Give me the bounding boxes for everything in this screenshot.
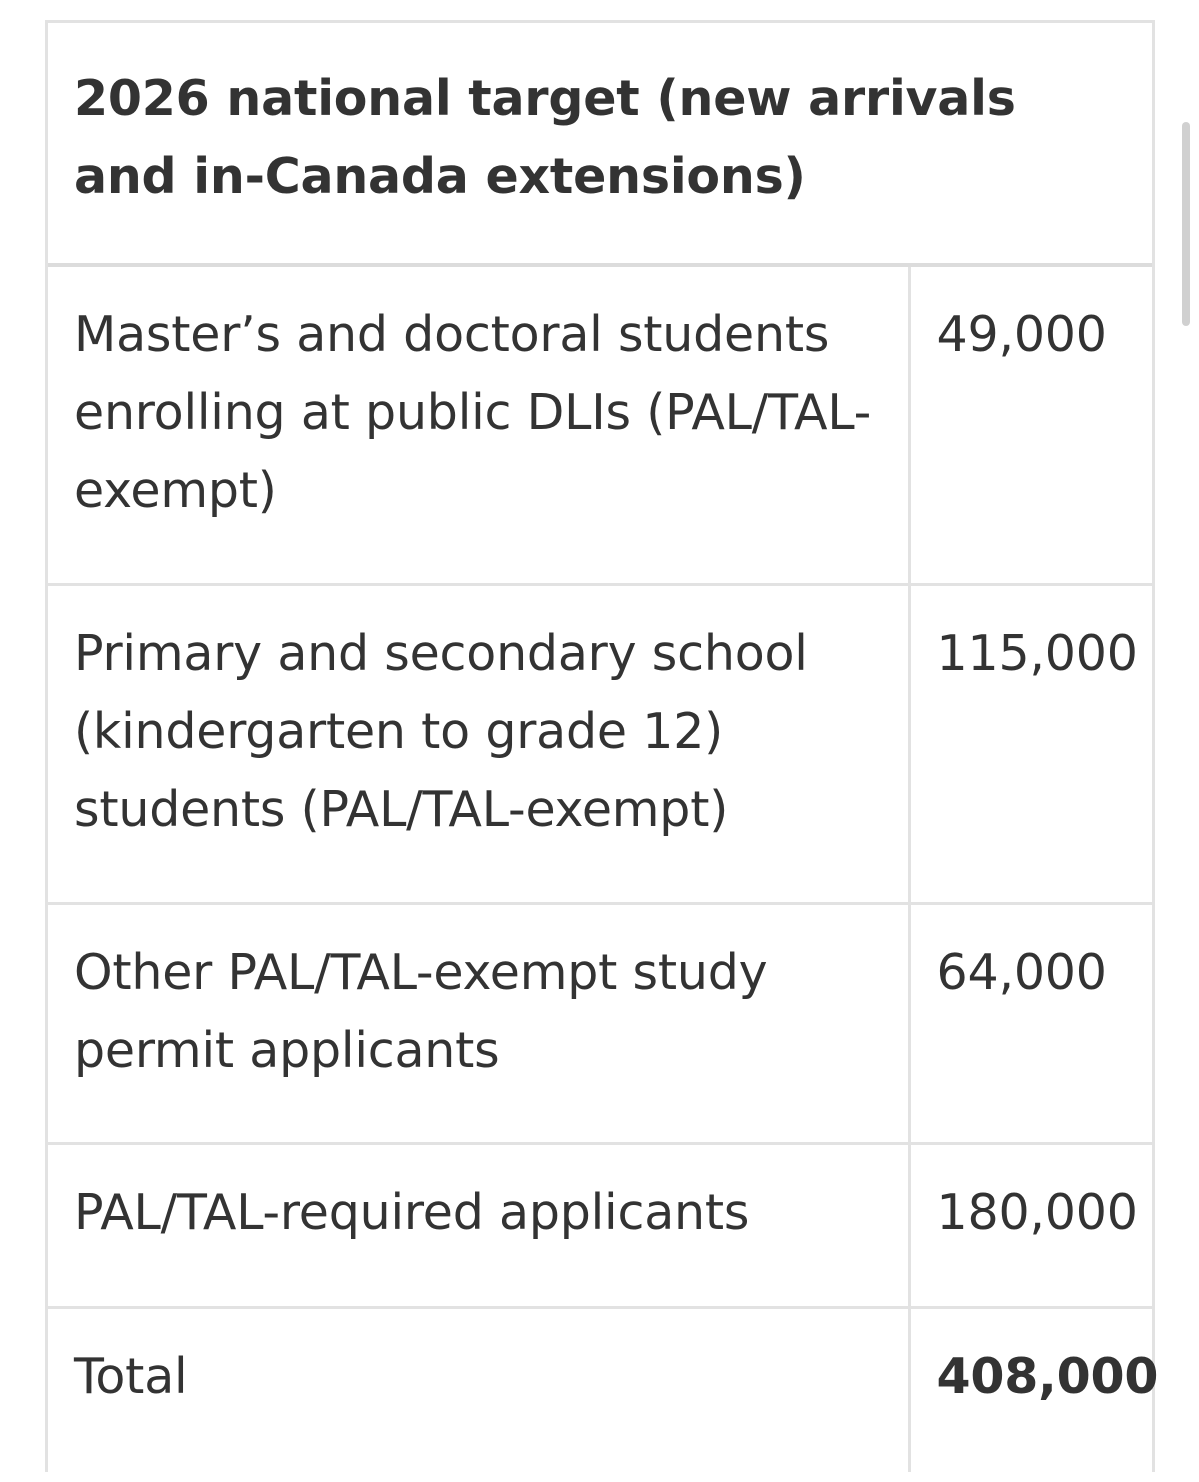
table-row xyxy=(48,903,1152,1143)
total-row xyxy=(48,1307,1152,1472)
total-label: Total xyxy=(48,1307,909,1472)
row-label: PAL/TAL-required applicants xyxy=(48,1143,909,1307)
row-label: Primary and secondary school (kindergarten to grade 12) students (PAL/TAL-exempt) xyxy=(48,584,909,903)
vertical-scrollbar[interactable] xyxy=(1182,122,1190,326)
targets-table-grid xyxy=(48,23,1159,1472)
table-row xyxy=(48,584,1152,903)
row-value: 49,000 xyxy=(909,265,1152,584)
table-row xyxy=(48,265,1152,584)
table-header-row xyxy=(48,23,1152,265)
row-label: Other PAL/TAL-exempt study permit applicants xyxy=(48,903,909,1143)
row-value: 115,000 xyxy=(909,584,1152,903)
row-label: Master’s and doctoral students enrolling at public DLIs (PAL/TAL-exempt) xyxy=(48,265,909,584)
row-value: 180,000 xyxy=(909,1143,1152,1307)
table-title: 2026 national target (new arrivals and in-Canada extensions) xyxy=(48,23,1152,265)
total-value: 408,000 xyxy=(909,1307,1152,1472)
targets-table xyxy=(45,20,1159,1472)
table-row xyxy=(48,1143,1152,1307)
row-value: 64,000 xyxy=(909,903,1152,1143)
